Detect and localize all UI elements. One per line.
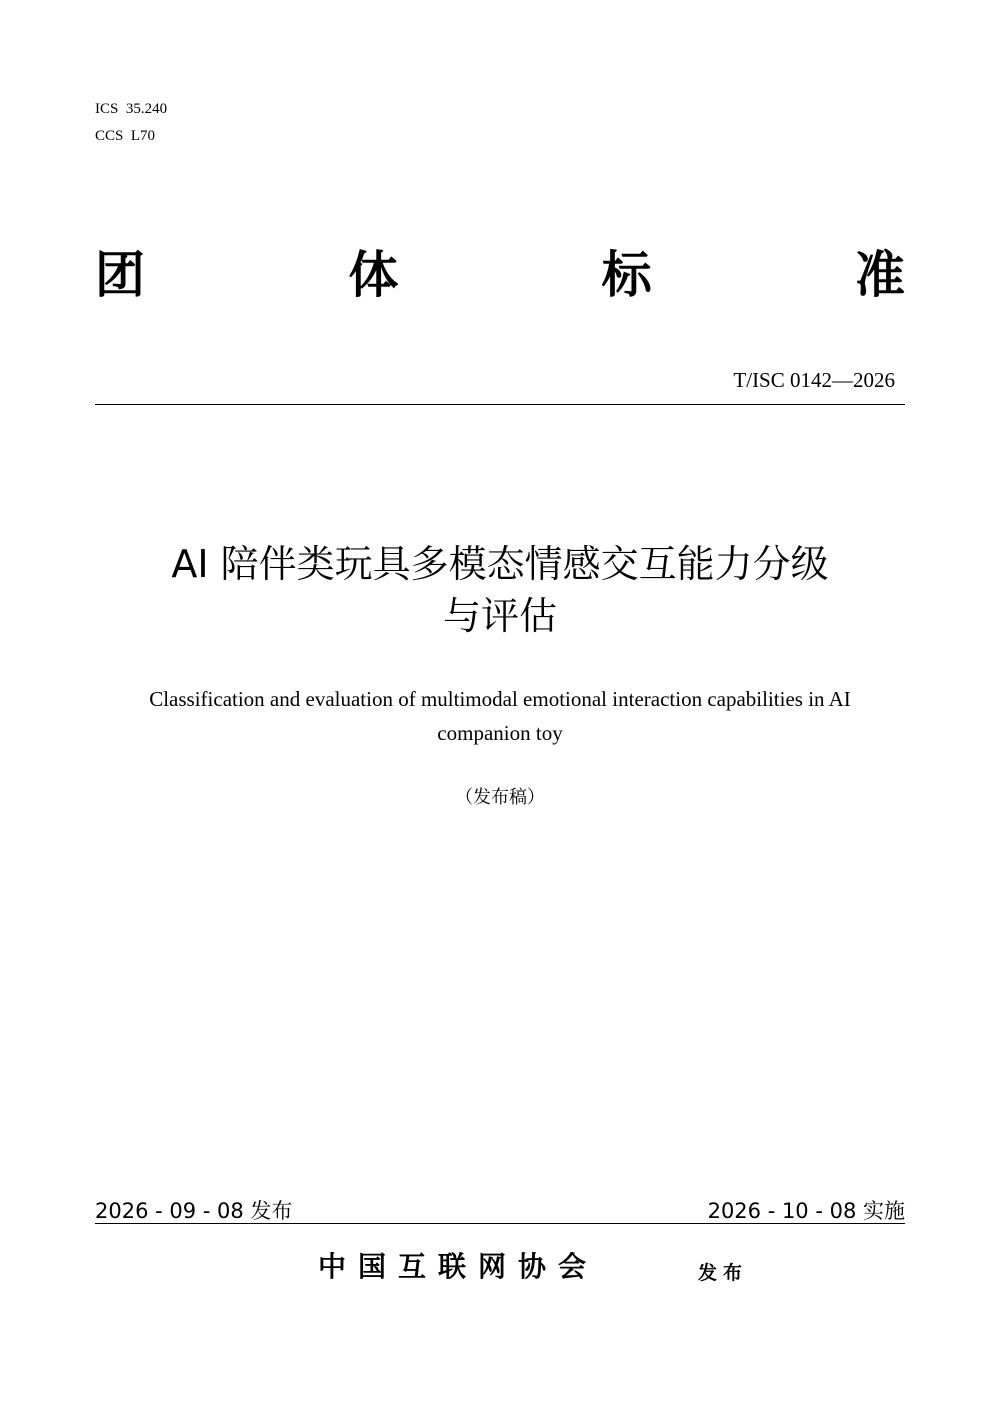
chinese-title-line-2: 与评估 xyxy=(442,594,557,638)
category-title-char: 团 xyxy=(95,245,145,304)
issuing-organization: 中国互联网协会 xyxy=(318,1250,599,1283)
ccs-code: CCS L70 xyxy=(95,128,156,144)
top-divider xyxy=(95,404,905,405)
english-title-line-2: companion toy xyxy=(437,721,563,745)
ics-code: ICS 35.240 xyxy=(95,101,168,117)
publish-date: 2026 - 09 - 08 发布 xyxy=(95,1199,293,1223)
category-title-char: 体 xyxy=(348,245,399,304)
chinese-title xyxy=(95,538,905,642)
draft-status: （发布稿） xyxy=(455,787,545,808)
english-title-line-1: Classification and evaluation of multimodal emotional interaction capabilities in AI xyxy=(149,687,851,711)
category-title-char: 准 xyxy=(854,245,905,304)
bottom-divider xyxy=(95,1223,905,1224)
chinese-title-line-1: AI 陪伴类玩具多模态情感交互能力分级 xyxy=(171,542,829,586)
issued-label: 发布 xyxy=(698,1262,749,1284)
standard-number: T/ISC 0142—2026 xyxy=(733,368,895,392)
category-title-char: 标 xyxy=(601,245,652,304)
english-title xyxy=(95,682,905,750)
category-title xyxy=(95,243,905,307)
implementation-date: 2026 - 10 - 08 实施 xyxy=(707,1199,905,1223)
